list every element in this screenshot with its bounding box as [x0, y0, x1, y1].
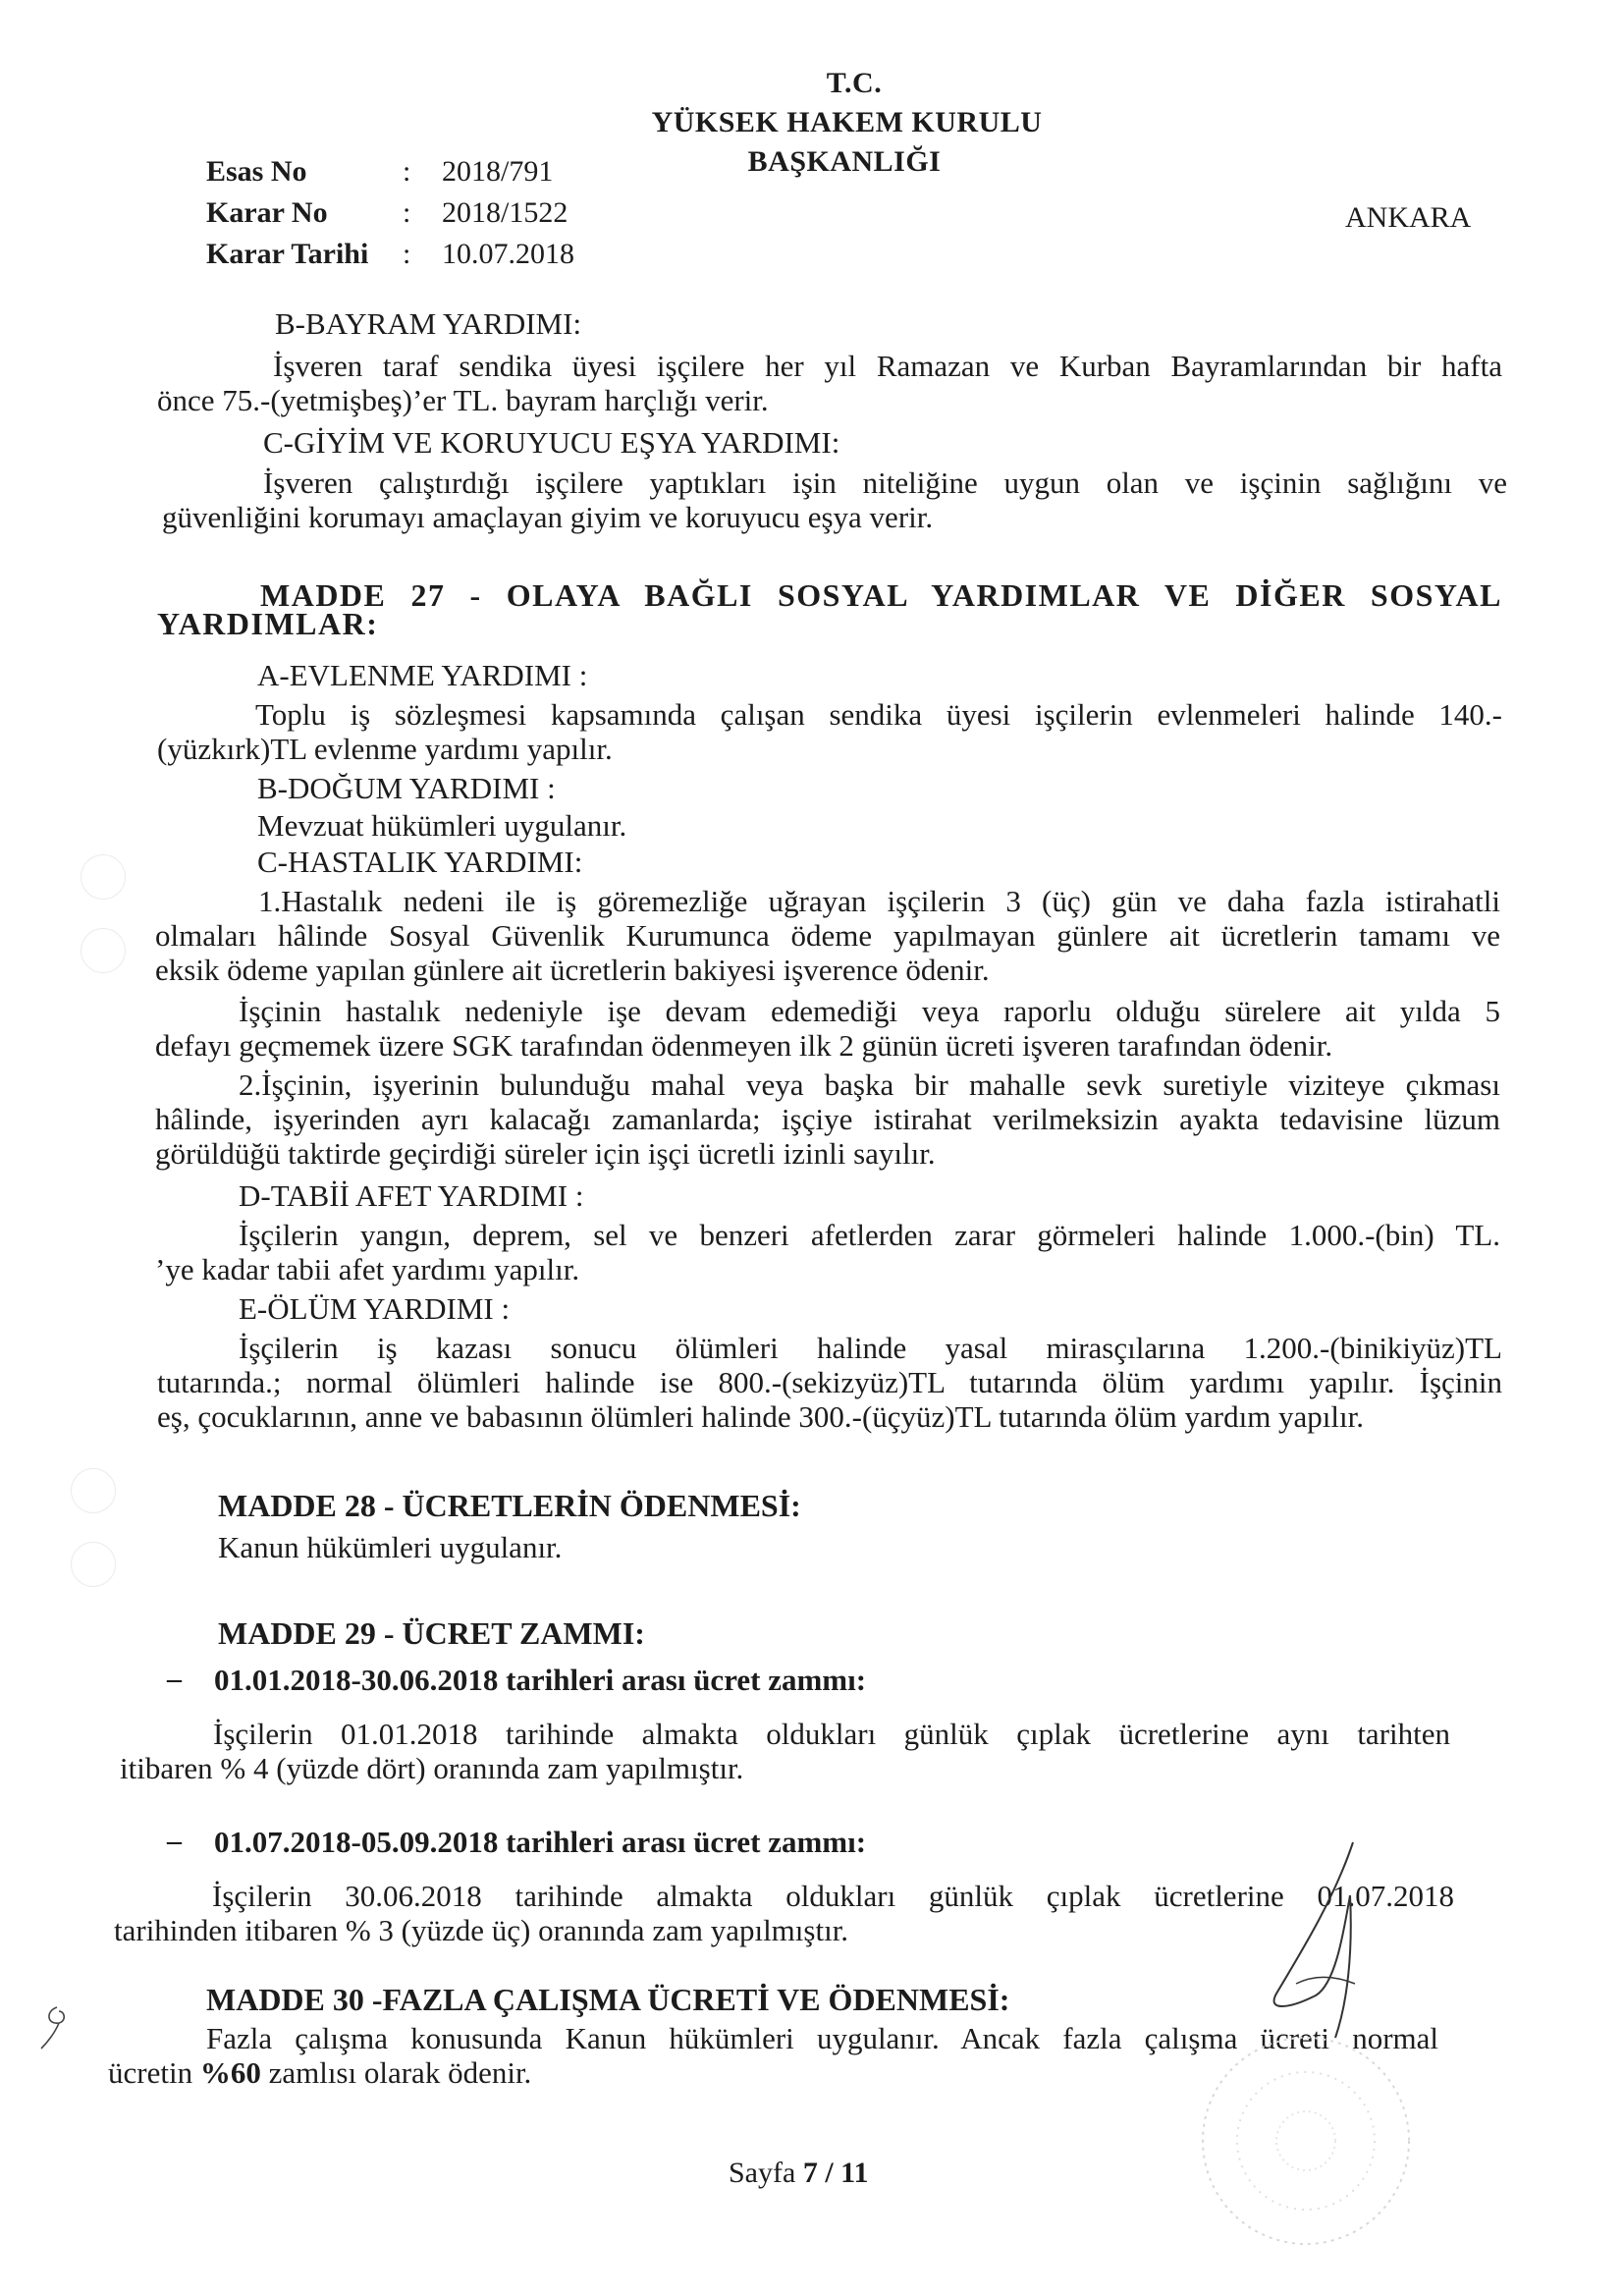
madde29-sub1-heading: 01.01.2018-30.06.2018 tarihleri arası ücret zammı:: [214, 1663, 867, 1697]
madde29-sub1-paragraph: [120, 1717, 1450, 1785]
madde30-line2-pre: ücretin: [108, 2055, 200, 2090]
hastalik-line: hâlinde, işyerinden ayrı kalacağı zamanlarda; işçiye istirahat verilmeksizin ayakta tedavisine lüzum: [155, 1102, 1500, 1136]
bayram-heading: B-BAYRAM YARDIMI:: [275, 306, 582, 341]
meta-value: 10.07.2018: [442, 238, 574, 270]
meta-value: 2018/791: [442, 155, 554, 188]
hastalik-line: 1.Hastalık nedeni ile iş göremezliğe uğrayan işçilerin 3 (üç) gün ve daha fazla istirahatli: [258, 884, 1500, 918]
giyim-line: İşveren çalıştırdığı işçilere yaptıkları işin niteliğine uygun olan ve işçinin sağlığını ve: [263, 465, 1507, 500]
hastalik-line: olmaları hâlinde Sosyal Güvenlik Kurumunca ödeme yapılmayan günlere ait ücretlerin tamamı ve: [155, 918, 1500, 953]
giyim-line: güvenliğini korumayı amaçlayan giyim ve koruyucu eşya verir.: [162, 500, 934, 534]
meta-label: Karar Tarihi: [206, 238, 369, 270]
hastalik-paragraph-1: [155, 884, 1500, 987]
bullet-dash: –: [167, 1663, 182, 1695]
header-presidency: BAŞKANLIĞI: [747, 145, 942, 178]
madde29-sub1-line: itibaren % 4 (yüzde dört) oranında zam yapılmıştır.: [120, 1751, 744, 1785]
madde30-percent: %60: [199, 2055, 261, 2090]
giyim-paragraph: [162, 465, 1507, 534]
dogum-text: Mevzuat hükümleri uygulanır.: [257, 808, 627, 843]
bullet-dash: –: [167, 1825, 182, 1857]
giyim-heading: C-GİYİM VE KORUYUCU EŞYA YARDIMI:: [263, 425, 840, 460]
page-prefix: Sayfa: [729, 2157, 803, 2189]
evlenme-line: (yüzkırk)TL evlenme yardımı yapılır.: [157, 732, 613, 766]
official-stamp: [1168, 2013, 1424, 2269]
madde28-text: Kanun hükümleri uygulanır.: [218, 1530, 563, 1564]
madde27-heading: [157, 577, 1502, 642]
madde29-heading: MADDE 29 - ÜCRET ZAMMI:: [218, 1615, 645, 1651]
meta-label: Karar No: [206, 196, 328, 229]
madde30-line2-post: zamlısı olarak ödenir.: [260, 2055, 532, 2090]
olum-line: eş, çocuklarının, anne ve babasının ölümleri halinde 300.-(üçyüz)TL tutarında ölüm yardım yapılır.: [157, 1399, 1365, 1434]
evlenme-paragraph: [157, 697, 1502, 766]
afet-heading: D-TABİİ AFET YARDIMI :: [239, 1178, 584, 1213]
meta-colon: :: [403, 238, 411, 270]
dogum-heading: B-DOĞUM YARDIMI :: [257, 771, 556, 805]
meta-karar-tarihi: [206, 238, 574, 271]
hastalik-line: defayı geçmemek üzere SGK tarafından ödenmeyen ilk 2 günün ücreti işveren tarafından ödenir.: [155, 1028, 1333, 1063]
afet-paragraph: [155, 1218, 1500, 1286]
hastalik-line: eksik ödeme yapılan günlere ait ücretlerin bakiyesi işverence ödenir.: [155, 953, 990, 987]
signature-mark: [1237, 1836, 1394, 2043]
evlenme-line: Toplu iş sözleşmesi kapsamında çalışan sendika üyesi işçilerin evlenmeleri halinde 140.-: [255, 697, 1502, 732]
margin-initial: [37, 2003, 77, 2052]
madde30-heading: MADDE 30 -FAZLA ÇALIŞMA ÜCRETİ VE ÖDENMESİ:: [206, 1982, 1010, 2017]
afet-line: ’ye kadar tabii afet yardımı yapılır.: [155, 1252, 580, 1286]
madde28-heading: MADDE 28 - ÜCRETLERİN ÖDENMESİ:: [218, 1488, 801, 1523]
meta-value: 2018/1522: [442, 196, 568, 229]
meta-label: Esas No: [206, 155, 307, 188]
madde29-sub2-line: İşçilerin 30.06.2018 tarihinde almakta oldukları günlük çıplak ücretlerine 01.07.2018: [212, 1879, 1454, 1913]
madde27-heading-line: YARDIMLAR:: [157, 606, 379, 641]
punch-hole: [81, 854, 126, 900]
header-institution: YÜKSEK HAKEM KURULU: [651, 106, 1043, 138]
hastalik-line: görüldüğü taktirde geçirdiği süreler için işçi ücretli izinli sayılır.: [155, 1136, 936, 1171]
punch-hole: [71, 1468, 116, 1513]
bayram-line: önce 75.-(yetmişbeş)’er TL. bayram harçlığı verir.: [157, 383, 769, 417]
hastalik-paragraph-2: [155, 1067, 1500, 1171]
bayram-line: İşveren taraf sendika üyesi işçilere her yıl Ramazan ve Kurban Bayramlarından bir hafta: [273, 349, 1502, 383]
meta-esas-no: [206, 155, 553, 189]
punch-hole: [71, 1542, 116, 1587]
punch-hole: [81, 928, 126, 973]
bayram-paragraph: [157, 349, 1502, 417]
olum-paragraph: [157, 1331, 1502, 1434]
afet-line: İşçilerin yangın, deprem, sel ve benzeri afetlerden zarar görmeleri halinde 1.000.-(bin) TL.: [239, 1218, 1500, 1252]
olum-line: İşçilerin iş kazası sonucu ölümleri halinde yasal mirasçılarına 1.200.-(binikiyüz)TL: [239, 1331, 1502, 1365]
page-footer: [729, 2157, 869, 2190]
madde27-heading-line: MADDE 27 - OLAYA BAĞLI SOSYAL YARDIMLAR VE DİĞER SOSYAL: [260, 577, 1502, 613]
madde29-sub2-heading: 01.07.2018-05.09.2018 tarihleri arası ücret zammı:: [214, 1825, 867, 1859]
hastalik-line: İşçinin hastalık nedeniyle işe devam edemediği veya raporlu olduğu sürelere ait yılda 5: [239, 994, 1500, 1028]
evlenme-heading: A-EVLENME YARDIMI :: [257, 658, 588, 692]
madde29-sub2-line: tarihinden itibaren % 3 (yüzde üç) oranında zam yapılmıştır.: [114, 1913, 849, 1947]
page-number: 7 / 11: [802, 2157, 869, 2189]
meta-colon: :: [403, 155, 411, 188]
hastalik-line: 2.İşçinin, işyerinin bulunduğu mahal veya başka bir mahalle sevk suretiyle viziteye çıkması: [239, 1067, 1500, 1102]
meta-karar-no: [206, 196, 568, 230]
meta-colon: :: [403, 196, 411, 229]
hastalik-heading: C-HASTALIK YARDIMI:: [257, 845, 583, 879]
header-city: ANKARA: [1345, 201, 1472, 234]
olum-line: tutarında.; normal ölümleri halinde ise 800.-(sekizyüz)TL tutarında ölüm yardımı yapılır. İşçinin: [157, 1365, 1502, 1399]
hastalik-paragraph-1b: [155, 994, 1500, 1063]
header-tc: T.C.: [826, 67, 883, 99]
olum-heading: E-ÖLÜM YARDIMI :: [239, 1291, 511, 1326]
madde30-line: Fazla çalışma konusunda Kanun hükümleri uygulanır. Ancak fazla çalışma ücreti normal: [206, 2021, 1438, 2055]
madde29-sub1-line: İşçilerin 01.01.2018 tarihinde almakta oldukları günlük çıplak ücretlerine aynı tarihten: [213, 1717, 1450, 1751]
